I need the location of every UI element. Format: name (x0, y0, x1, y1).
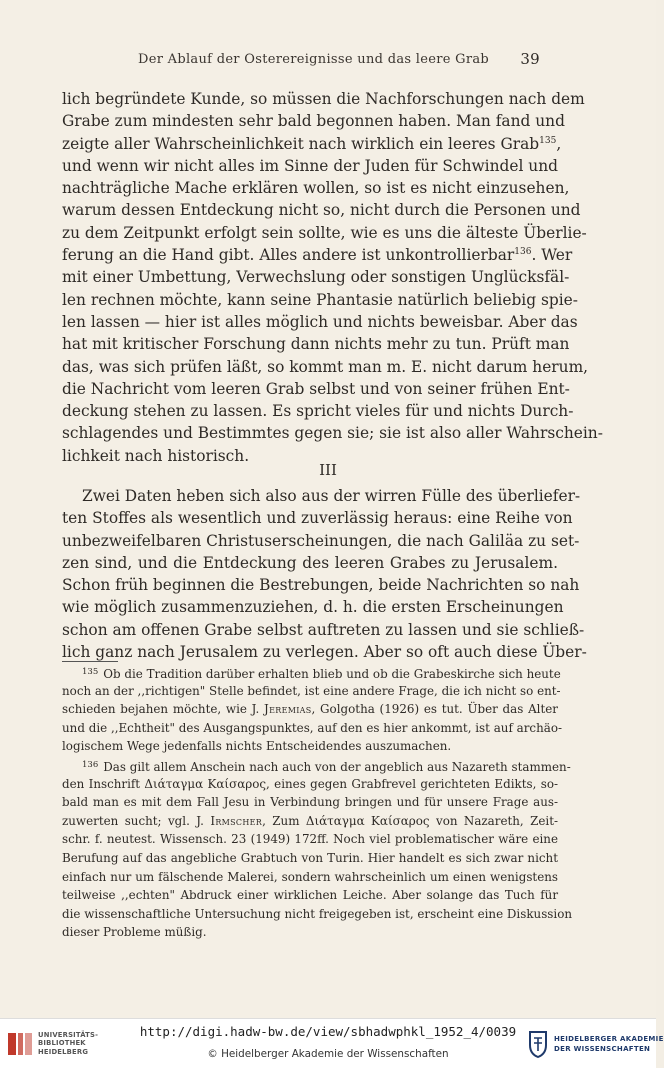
footnote-ref-136[interactable]: 136 (514, 247, 532, 258)
text-line: lich begründete Kunde, so müssen die Nachforschungen nach dem (62, 90, 585, 108)
footnote-number: 135 (82, 667, 99, 677)
text-line: zen sind, und die Entdeckung des leeren Grabes zu Jerusalem. (62, 553, 558, 572)
text-line: nachträgliche Mache erklären wollen, so ist es nicht einzusehen, (62, 179, 570, 198)
text-line: lich ganz nach Jerusalem zu verlegen. Aber so oft auch diese Über- (62, 643, 587, 662)
text-line: Schon früh beginnen die Bestrebungen, beide Nachrichten so nah (62, 576, 580, 595)
footnote-line: dieser Probleme müßig. (62, 925, 207, 940)
copyright-notice: © Heidelberger Akademie der Wissenschaften (207, 1048, 449, 1060)
author-name: Jeremias (264, 702, 312, 717)
running-head (100, 50, 540, 72)
viewer-footer (0, 1018, 664, 1068)
text-line: Grabe zum mindesten sehr bald begonnen haben. Man fand und (62, 112, 565, 131)
text-line: schon am offenen Grabe selbst auftreten zu lassen und sie schließ- (62, 620, 585, 639)
text-line: hat mit kritischer Forschung dann nichts mehr zu tun. Prüft man (62, 335, 570, 354)
text-line: unbezweifelbaren Christuserscheinungen, die nach Galiläa zu set- (62, 531, 580, 550)
text-line: zu dem Zeitpunkt erfolgt sein sollte, wie es uns die älteste Überlie- (62, 223, 587, 242)
footnote-line: einfach nur um fälschende Malerei, sondern wahrscheinlich um einen wenigstens (62, 869, 558, 884)
footnote-ref-135[interactable]: 135 (539, 135, 557, 146)
footnote-135 (62, 663, 562, 756)
text-line: wie möglich zusammenzuziehen, d. h. die ersten Erscheinungen (62, 598, 564, 617)
footnote-line: zuwerten sucht; vgl. J. Irmscher, Zum Διάταγμα Καίσαρος von Nazareth, Zeit- (62, 813, 559, 828)
footnote-line: Berufung auf das angebliche Grabtuch von Turin. Hier handelt es sich zwar nicht (62, 850, 558, 865)
footnote-separator (62, 661, 118, 662)
footnote-line: schieden bejahen möchte, wie J. Jeremias, Golgotha (1926) es tut. Über das Alter (62, 702, 558, 717)
text-line: lichkeit nach historisch. (62, 446, 250, 465)
text-line: die Nachricht vom leeren Grab selbst und von seiner frühen Ent- (62, 379, 570, 398)
text-line: len lassen — hier ist alles möglich und nichts beweisbar. Aber das (62, 312, 578, 331)
text-line: schlagendes und Bestimmtes gegen sie; sie ist also aller Wahrschein- (62, 424, 603, 443)
footnote-line: noch an der ,,richtigen" Stelle befindet, ist eine andere Frage, die ich nicht so ent- (62, 683, 561, 698)
text-line: ten Stoffes als wesentlich und zuverlässig heraus: eine Reihe von (62, 509, 573, 528)
footnote-136 (62, 756, 573, 942)
text-line: zeigte aller Wahrscheinlichkeit nach wirklich ein leeres Grab$^{135}$, (62, 134, 562, 153)
running-title: Der Ablauf der Osterereignisse und das leere Grab (138, 52, 490, 67)
text-line: mit einer Umbettung, Verwechslung oder sonstigen Unglücksfäl- (62, 268, 570, 287)
footnote-line: schr. f. neutest. Wissensch. 23 (1949) 172ff. Noch viel problematischer wäre eine (62, 832, 558, 847)
hadw-logo-icon (526, 1029, 550, 1059)
hadw-logo-text: HEIDELBERGER AKADEMIE DER WISSENSCHAFTEN (554, 1035, 664, 1053)
footnote-line: den Inschrift Διάταγμα Καίσαρος, eines gegen Grabfrevel gerichteten Edikts, so- (62, 776, 558, 791)
footnote-line: teilweise ,,echten" Abdruck einer wirklichen Leiche. Aber solange das Tuch für (62, 888, 558, 903)
body-paragraph-2 (62, 485, 587, 663)
permalink-url[interactable]: http://digi.hadw-bw.de/view/sbhadwphkl_1952_4/0039 (139, 1024, 517, 1039)
text-line: das, was sich prüfen läßt, so kommt man m. E. nicht darum herum, (62, 357, 589, 376)
footnotes (62, 663, 573, 942)
text-line: ferung an die Hand gibt. Alles andere ist unkontrollierbar$^{136}$. Wer (62, 246, 573, 265)
footnote-line: logischem Wege jedenfalls nichts Entscheidendes auszumachen. (62, 739, 452, 754)
footnote-line: und die ,,Echtheit" des Ausgangspunktes, auf den es hier ankommt, ist auf archäo- (62, 720, 562, 735)
author-name: Irmscher (210, 813, 263, 828)
footnote-line: die wissenschaftliche Untersuchung nicht freigegeben ist, erscheint eine Diskussion (62, 906, 573, 921)
section-heading: III (319, 461, 337, 479)
footnote-number: 136 (82, 759, 99, 770)
page-number: 39 (520, 50, 540, 68)
footnote-line: $^{135}$ Ob die Tradition darüber erhalten blieb und ob die Grabeskirche sich heute (82, 667, 561, 681)
text-line: len rechnen möchte, kann seine Phantasie natürlich beliebig spie- (62, 290, 578, 309)
text-line: deckung stehen zu lassen. Es spricht vieles für und nichts Durch- (62, 402, 574, 421)
ub-logo-text: UNIVERSITÄTS- BIBLIOTHEK HEIDELBERG (38, 1031, 99, 1056)
text-line: Zwei Daten heben sich also aus der wirren Fülle des überliefer- (82, 487, 581, 505)
footnote-line: $^{136}$ Das gilt allem Anschein nach auch von der angeblich aus Nazareth stammen- (82, 759, 571, 774)
hadw-logo[interactable] (526, 1029, 664, 1061)
body-paragraph-1 (62, 88, 603, 467)
footnote-line: bald man es mit dem Fall Jesu in Verbindung bringen und für unsere Frage aus- (62, 795, 558, 810)
text-line: warum dessen Entdeckung nicht so, nicht durch die Personen und (62, 201, 581, 220)
text-line: und wenn wir nicht alles im Sinne der Juden für Schwindel und (62, 156, 558, 175)
